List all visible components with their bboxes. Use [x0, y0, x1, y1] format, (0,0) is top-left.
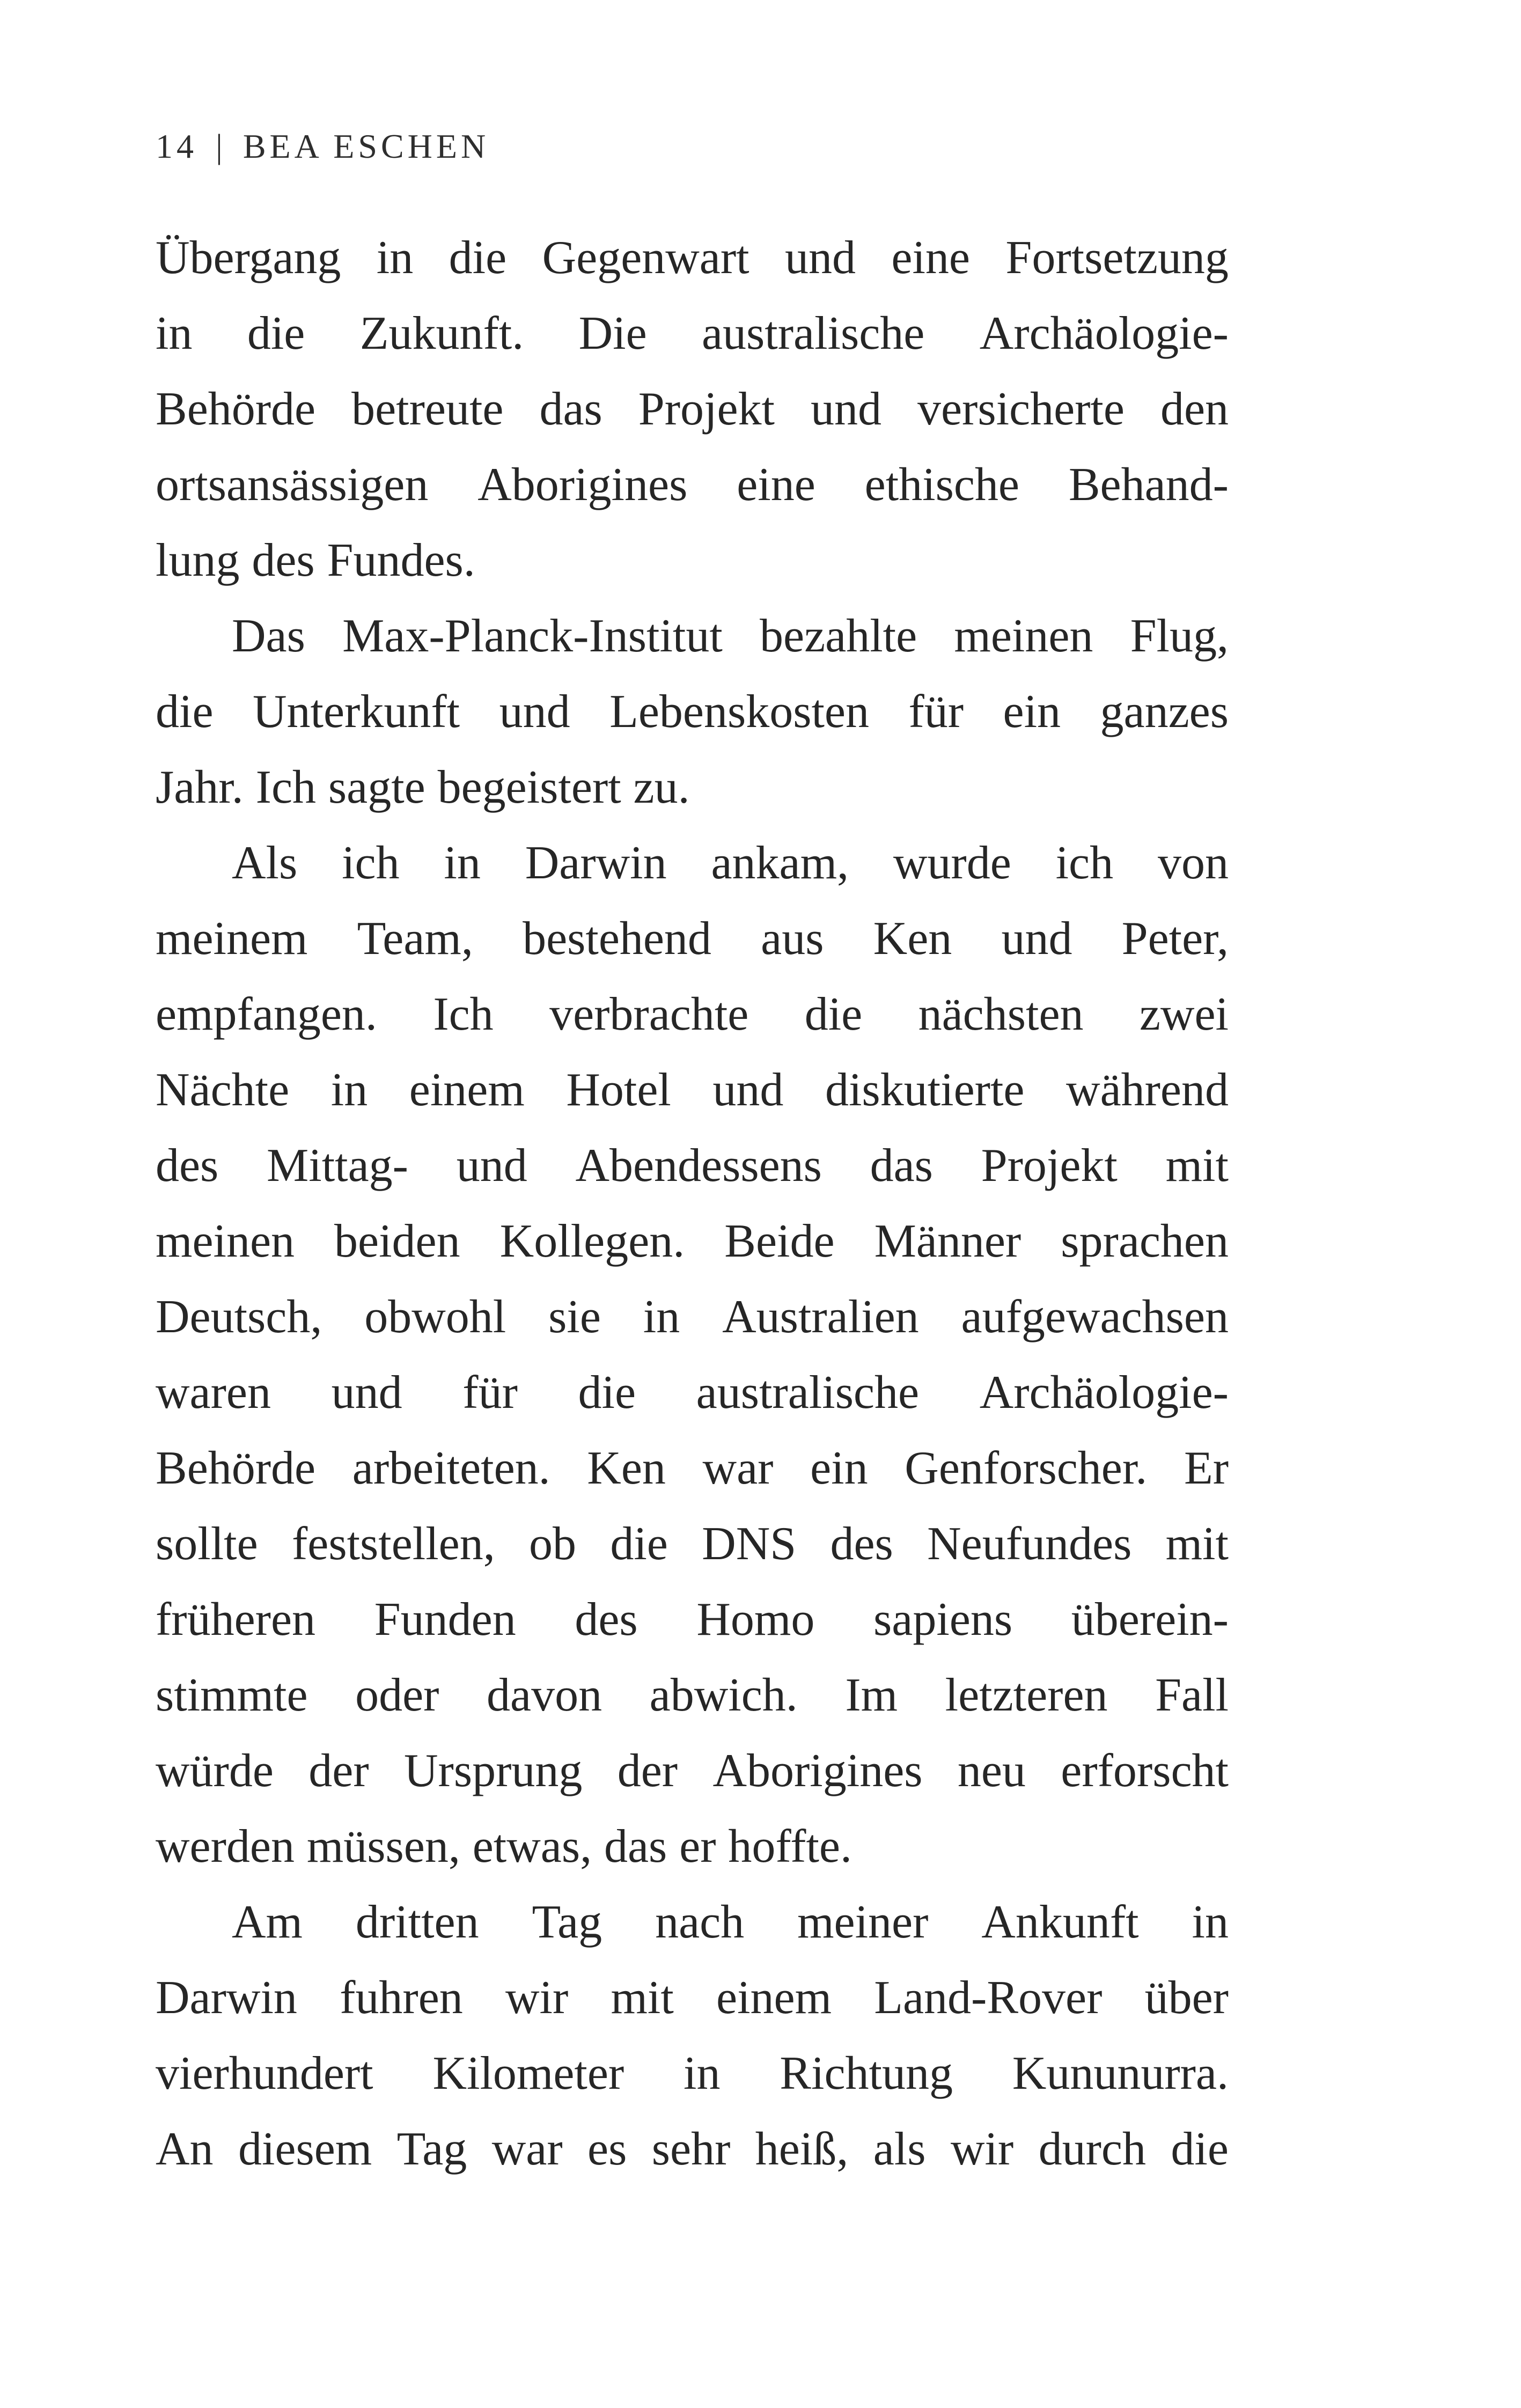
- text-line: vierhundert Kilometer in Richtung Kununurra.: [156, 2047, 1229, 2099]
- text-line: in die Zukunft. Die australische Archäologie-: [156, 307, 1229, 359]
- book-page-body: [156, 220, 1229, 2187]
- text-line: stimmte oder davon abwich. Im letzteren Fall: [156, 1669, 1229, 1721]
- running-header: [156, 117, 489, 176]
- text-line: Darwin fuhren wir mit einem Land-Rover über: [156, 1972, 1229, 2024]
- text-line: ortsansässigen Aborigines eine ethische Behand-: [156, 459, 1229, 511]
- paragraph: [156, 825, 1229, 1884]
- text-line: die Unterkunft und Lebenskosten für ein ganzes: [156, 686, 1229, 738]
- text-line: lung des Fundes.: [156, 534, 475, 586]
- text-line: früheren Funden des Homo sapiens überein-: [156, 1594, 1229, 1646]
- text-line: meinen beiden Kollegen. Beide Männer sprachen: [156, 1215, 1229, 1267]
- text-line: waren und für die australische Archäologie-: [156, 1367, 1229, 1419]
- text-line: Am dritten Tag nach meiner Ankunft in: [232, 1896, 1229, 1948]
- text-line: Deutsch, obwohl sie in Australien aufgewachsen: [156, 1291, 1229, 1343]
- text-line: Nächte in einem Hotel und diskutierte während: [156, 1064, 1229, 1116]
- paragraph: [156, 220, 1229, 598]
- text-line: Als ich in Darwin ankam, wurde ich von: [232, 837, 1229, 889]
- text-line: werden müssen, etwas, das er hoffte.: [156, 1820, 852, 1873]
- text-line: Behörde betreute das Projekt und versicherte den: [156, 383, 1229, 435]
- text-line: meinem Team, bestehend aus Ken und Peter,: [156, 913, 1229, 965]
- text-line: Jahr. Ich sagte begeistert zu.: [156, 761, 690, 813]
- text-line: Das Max-Planck-Institut bezahlte meinen Flug,: [232, 610, 1229, 662]
- text-line: sollte feststellen, ob die DNS des Neufundes mit: [156, 1518, 1229, 1570]
- text-line: des Mittag- und Abendessens das Projekt mit: [156, 1140, 1229, 1192]
- page-number: 14: [156, 127, 197, 165]
- paragraph: [156, 598, 1229, 825]
- paragraph: [156, 1884, 1229, 2187]
- header-separator: |: [216, 127, 223, 165]
- text-line: An diesem Tag war es sehr heiß, als wir durch die: [156, 2123, 1229, 2175]
- text-line: Behörde arbeiteten. Ken war ein Genforscher. Er: [156, 1442, 1229, 1494]
- text-line: Übergang in die Gegenwart und eine Fortsetzung: [156, 232, 1229, 284]
- text-line: empfangen. Ich verbrachte die nächsten zwei: [156, 988, 1229, 1040]
- text-line: würde der Ursprung der Aborigines neu erforscht: [156, 1745, 1229, 1797]
- author-name: BEA ESCHEN: [243, 127, 490, 165]
